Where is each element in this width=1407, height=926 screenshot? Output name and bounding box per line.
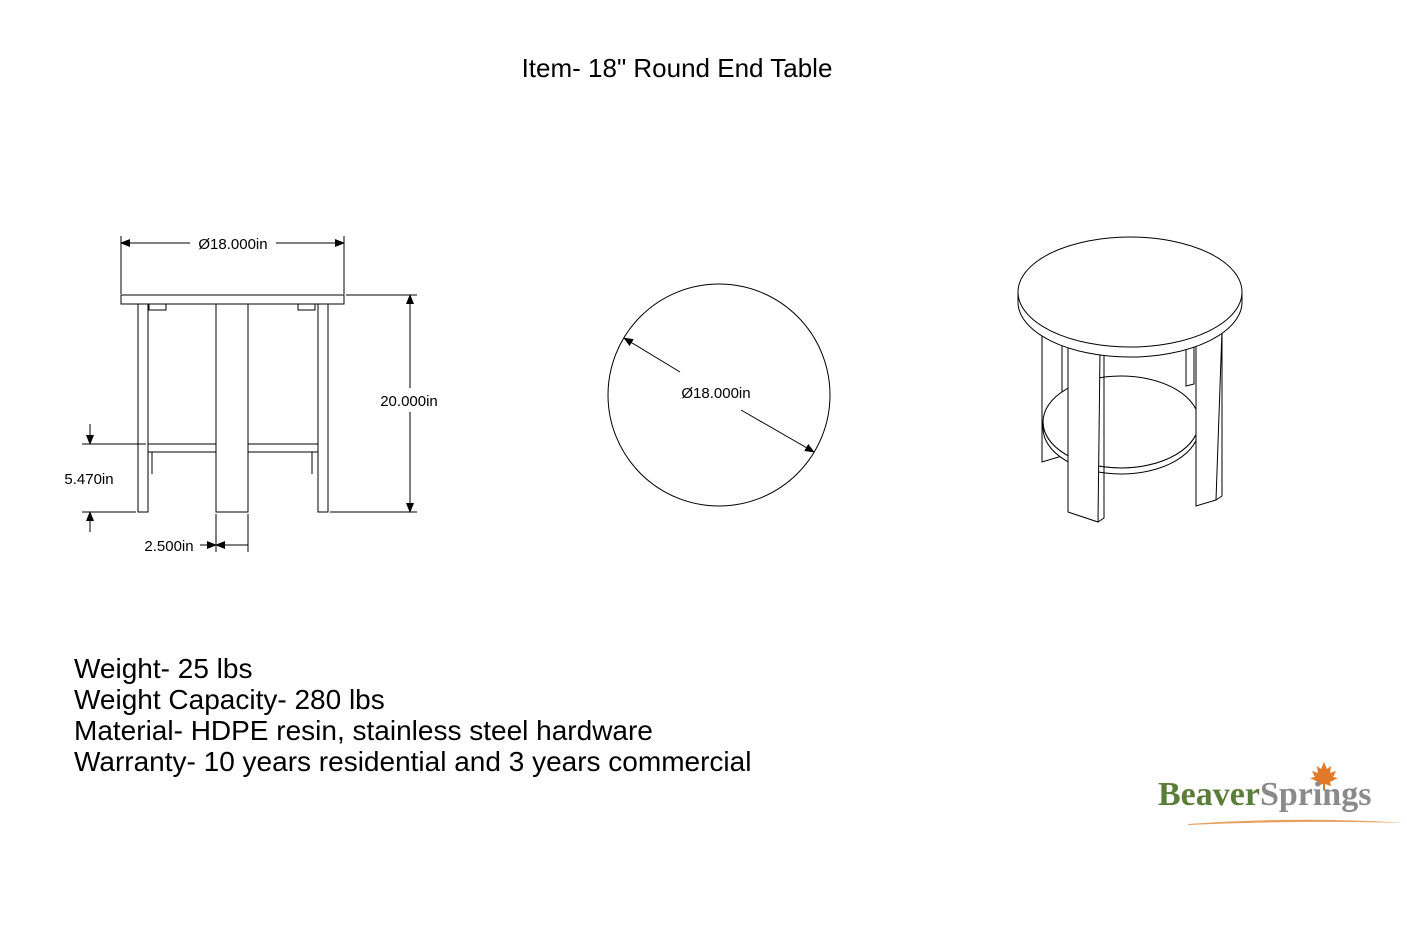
dim-top-diameter: Ø18.000in [198,236,268,253]
isometric-view [1018,237,1242,522]
dim-leg-width: 2.500in [144,538,194,555]
spec-warranty: Warranty- 10 years residential and 3 years commercial [74,746,752,777]
front-shelf-left [148,444,216,452]
front-leg-right [318,304,328,512]
beaver-springs-logo [1158,760,1407,830]
front-view [121,295,344,512]
front-dimensions [82,236,417,552]
spec-material: Material- HDPE resin, stainless steel hardware [74,715,653,746]
front-leg-center [216,304,248,512]
logo-word-beaver: Beaver [1158,776,1260,813]
dim-shelf-height: 5.470in [64,471,114,488]
logo-underline [1188,820,1406,825]
logo-word-springs: Springs [1259,776,1372,813]
front-table-top [121,295,344,304]
dim-height: 20.000in [380,393,438,410]
front-bracket-left [149,304,166,310]
specifications [74,653,751,777]
page-title: Item- 18" Round End Table [521,53,833,83]
iso-shelf [1043,376,1199,468]
spec-weight: Weight- 25 lbs [74,653,253,684]
iso-leg-right [1196,330,1222,506]
front-shelf-right [248,444,318,452]
front-bracket-right [298,304,315,310]
iso-table-top [1018,237,1242,347]
front-leg-left [138,304,148,512]
spec-capacity: Weight Capacity- 280 lbs [74,684,385,715]
iso-leg-front [1068,346,1100,522]
dim-top-view-diameter: Ø18.000in [681,385,751,402]
